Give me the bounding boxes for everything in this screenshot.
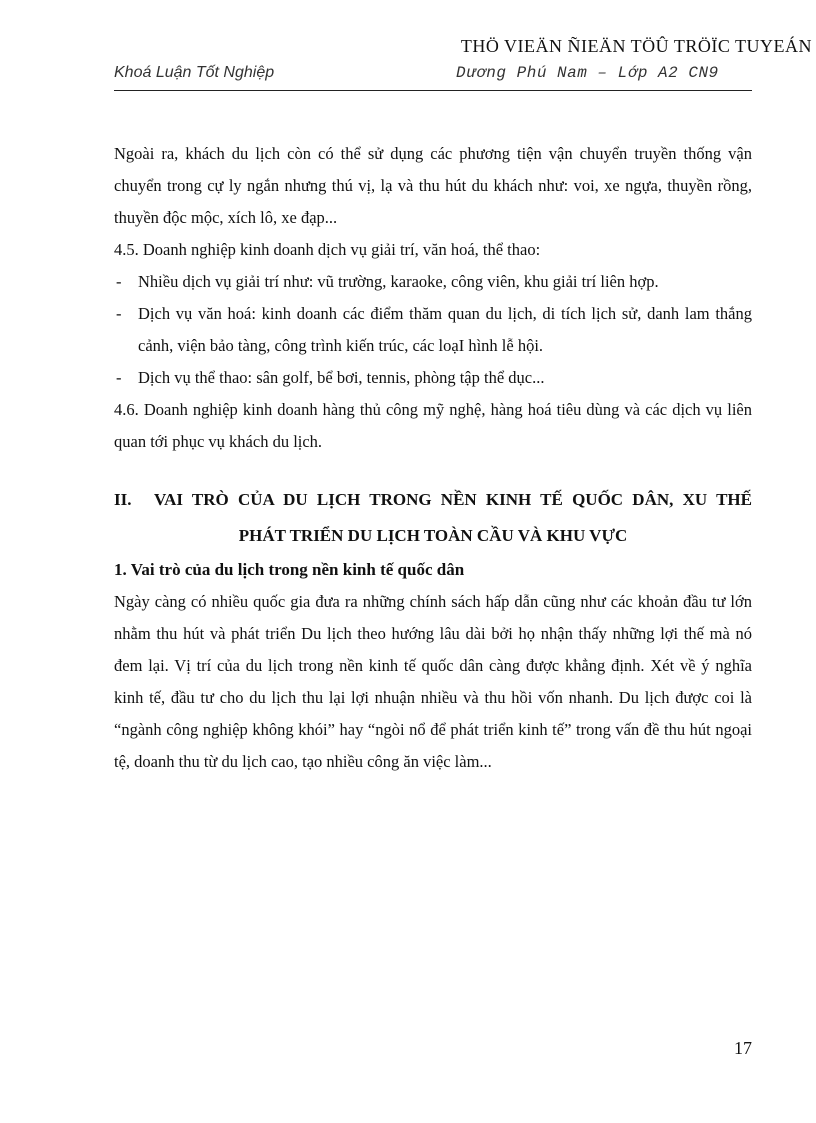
header-author: Dương Phú Nam – Lớp A2 CN9 bbox=[456, 64, 719, 82]
bullet-text: Dịch vụ thể thao: sân golf, bể bơi, tennis, phòng tập thể dục... bbox=[138, 368, 545, 387]
role-paragraph: Ngày càng có nhiều quốc gia đưa ra những chính sách hấp dẫn cũng như các khoản đầu tư lớn nhằm thu hút và phát triển Du lịch theo hướng lâu dài bởi họ nhận thấy những lợi thế mà nó đem lại. Vị trí của du lịch trong nền kinh tế quốc dân càng được khẳng định. Xét về ý nghĩa kinh tế, đầu tư cho du lịch thu lại lợi nhuận nhiều và thu hồi vốn nhanh. Du lịch được coi là “ngành công nghiệp không khói” hay “ngòi nổ để phát triển kinh tế” trong vấn đề thu hút ngoại tệ, doanh thu từ du lịch cao, tạo nhiều công ăn việc làm... bbox=[114, 592, 752, 771]
subsection-1-heading: 1. Vai trò của du lịch trong nền kinh tế quốc dân bbox=[114, 560, 465, 579]
bullet-text: Dịch vụ văn hoá: kinh doanh các điểm thăm quan du lịch, di tích lịch sử, danh lam thắng cảnh, viện bảo tàng, công trình kiến trúc, các loạI hình lễ hội. bbox=[138, 304, 752, 355]
section-4-5-heading: 4.5. Doanh nghiệp kinh doanh dịch vụ giải trí, văn hoá, thể thao: bbox=[114, 240, 541, 259]
bullet-item bbox=[114, 266, 752, 298]
section-4-6-paragraph: 4.6. Doanh nghiệp kinh doanh hàng thủ công mỹ nghệ, hàng hoá tiêu dùng và các dịch vụ liên quan tới phục vụ khách du lịch. bbox=[114, 400, 752, 451]
bullet-dash: - bbox=[116, 272, 122, 291]
section-numeral: II. bbox=[114, 490, 132, 509]
header-thesis-title: Khoá Luận Tốt Nghiệp bbox=[114, 64, 275, 81]
bullet-text: Nhiều dịch vụ giải trí như: vũ trường, karaoke, công viên, khu giải trí liên hợp. bbox=[138, 272, 659, 291]
section-title-line2: PHÁT TRIỂN DU LỊCH TOÀN CẦU VÀ KHU VỰC bbox=[238, 526, 628, 545]
bullet-dash: - bbox=[116, 304, 122, 323]
watermark-text: THÖ VIEÄN ÑIEÄN TÖÛ TRÖÏC TUYEÁN bbox=[460, 36, 812, 56]
bullet-dash: - bbox=[116, 368, 122, 387]
document-body bbox=[114, 138, 752, 778]
section-II-title bbox=[114, 482, 752, 554]
page-number: 17 bbox=[734, 1038, 752, 1058]
bullet-item bbox=[114, 298, 752, 362]
page-header bbox=[114, 62, 752, 91]
bullet-item bbox=[114, 362, 752, 394]
intro-paragraph: Ngoài ra, khách du lịch còn có thể sử dụng các phương tiện vận chuyển truyền thống vận chuyển trong cự ly ngắn nhưng thú vị, lạ và thu hút du khách như: voi, xe ngựa, thuyền rồng, thuyền độc mộc, xích lô, xe đạp... bbox=[114, 144, 752, 227]
section-title-line1: VAI TRÒ CỦA DU LỊCH TRONG NỀN KINH TẾ QUỐC DÂN, XU THẾ bbox=[154, 490, 752, 509]
